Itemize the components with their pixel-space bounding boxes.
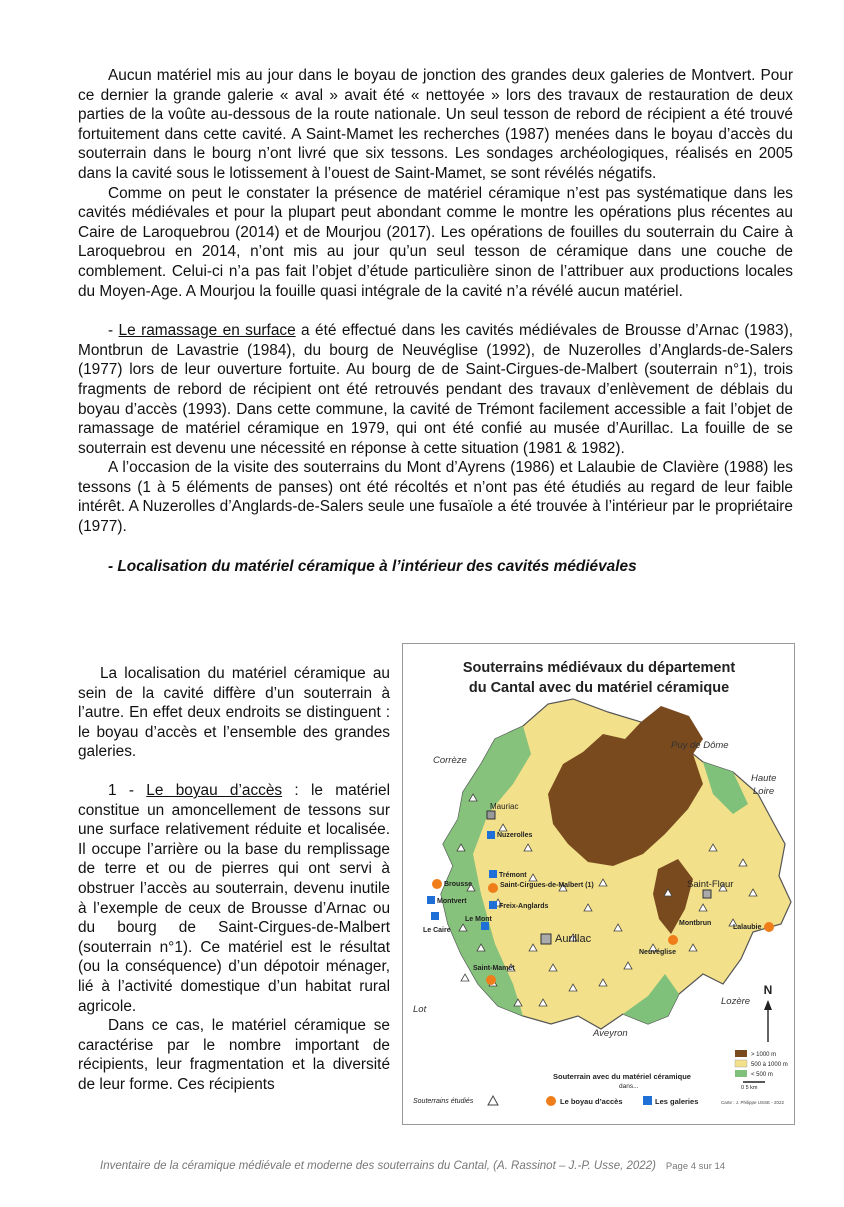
- paragraph-rest: a été effectué dans les cavités médiévales de Brousse d’Arnac (1983), Montbrun de Lavastrie (1984), du bourg de Neuvéglise (1992), de Nuzerolles d’Anglards-de-Salers (1977) lors de leur ouverture fortuite. Au bourg de de Saint-Cirgues-de-Malbert (souterrain n°1), trois fragments de rebord de récipient ont été retrouvés pendant des travaux d’enlèvement de déblais du boyau d’accès (1993). Dans cette commune, la cavité de Trémont facilement accessible a fait l’objet de ramassage de matériel céramique en 1979, qui ont été confié au musée d’Aurillac. La fouille de se souterrain est devenu une nécessité en réponse à cette situation (1981 & 1982).: [78, 322, 793, 457]
- paragraph: Dans ce cas, le matériel céramique se caractérise par le nombre important de récipients, leur fragmentation et la diversité de leur forme. Ces récipients: [78, 1017, 390, 1093]
- galeries-marker: [489, 901, 497, 909]
- town-marker: [703, 890, 711, 898]
- legend-subtitle: dans...: [619, 1083, 639, 1090]
- galeries-marker: [487, 831, 495, 839]
- paragraph: A l’occasion de la visite des souterrains du Mont d’Ayrens (1986) et Lalaubie de Clavière (1988) les tessons (1 à 5 éléments de panses) ont été récoltés et n’ont pas été étudiés au regard de leur faible intérêt. A Nuzerolles d’Anglards-de-Salers seule une fusaïole a été trouvée à l’intérieur par le propriétaire (1977).: [78, 459, 793, 536]
- region-label: Lozère: [721, 996, 751, 1007]
- legend-label: < 500 m: [751, 1072, 773, 1078]
- map-title-line2: du Cantal avec du matériel céramique: [468, 680, 730, 696]
- region-label: Loire: [753, 786, 775, 797]
- legend-label: 500 à 1000 m: [751, 1062, 788, 1068]
- body-text-left: [78, 664, 390, 1094]
- legend-swatch-high: [735, 1050, 747, 1057]
- paragraph: [78, 321, 793, 458]
- boyau-marker: [486, 975, 496, 985]
- map-credit: Carte : J. Philippe USSE - 2022: [721, 1100, 785, 1105]
- legend-title: Souterrain avec du matériel céramique: [553, 1072, 691, 1081]
- region-label: Aveyron: [593, 1028, 628, 1039]
- site-label: Brousse: [444, 881, 473, 888]
- cantal-map-figure: [402, 643, 795, 1125]
- legend-swatch-mid: [735, 1060, 747, 1067]
- region-label: Puy de Dôme: [671, 740, 729, 751]
- section-subheading: - Localisation du matériel céramique à l’intérieur des cavités médiévales: [108, 557, 637, 575]
- body-text-top: [78, 66, 793, 577]
- region-label: Lot: [413, 1004, 427, 1015]
- paragraph: [78, 781, 390, 1016]
- boyau-marker: [488, 883, 498, 893]
- galeries-marker: [481, 922, 489, 930]
- scale-label: 0 5 km: [741, 1085, 758, 1091]
- town-label: Mauriac: [490, 802, 519, 811]
- town-marker: [487, 811, 495, 819]
- underlined-term: Le ramassage en surface: [118, 322, 296, 340]
- footer-text: Inventaire de la céramique médiévale et moderne des souterrains du Cantal, (A. Rassinot – J.-P. Usse, 2022): [100, 1160, 656, 1172]
- site-label: Neuvéglise: [639, 949, 676, 956]
- legend-swatch-low: [735, 1070, 747, 1077]
- paragraph: La localisation du matériel céramique au sein de la cavité diffère d’un souterrain à l’autre. En effet deux endroits se distinguent : le boyau d’accès et l’ensemble des grandes galeries.: [78, 665, 390, 761]
- paragraph: Comme on peut le constater la présence de matériel céramique n’est pas systématique dans les cavités médiévales et pour la plupart peut abondant comme le montre les opérations plus récentes au Caire de Laroquebrou (2014) et de Mourjou (2017). Les opérations de fouilles du souterrain du Caire à Laroquebrou en 2014, n’ont mis au jour qu’un seul tesson de céramique dans une couche de comblement. Celui-ci n’a pas fait l’objet d’étude particulière sinon de l’attribuer aux productions locales du Moyen-Age. A Mourjou la fouille quasi intégrale de la cavité n’a révélé aucun matériel.: [78, 184, 793, 300]
- list-number: 1 -: [108, 781, 147, 799]
- legend-triangle-icon: [488, 1096, 498, 1105]
- legend-circle-icon: [546, 1096, 556, 1106]
- galeries-marker: [427, 896, 435, 904]
- legend-label: Les galeries: [655, 1097, 699, 1106]
- site-label: Le Caire: [423, 927, 451, 934]
- map-svg: [403, 644, 794, 1124]
- boyau-marker: [764, 922, 774, 932]
- galeries-marker: [431, 912, 439, 920]
- legend-square-icon: [643, 1096, 652, 1105]
- site-label: Saint-Mamet: [473, 965, 515, 972]
- town-label: Saint-Flour: [687, 879, 734, 890]
- region-label: Haute: [751, 773, 777, 784]
- site-label: Saint-Cirgues-de-Malbert (1): [500, 882, 594, 889]
- paragraph: Aucun matériel mis au jour dans le boyau de jonction des grandes deux galeries de Montvert. Pour ce dernier la grande galerie « aval » avait été « nettoyée » lors des travaux de restauration de deux parties de la voûte au-dessous de la route nationale. Un seul tesson de rebord de récipient a été trouvé fortuitement dans cette cavité. A Saint-Mamet les recherches (1987) menées dans le boyau d’accès du souterrain dans le bourg n’ont livré que six tessons. Les sondages archéologiques, réalisés en 2005 dans la cavité sous le lotissement à l’ouest de Saint-Mamet, se sont révélés négatifs.: [78, 67, 793, 182]
- region-label: Corrèze: [433, 755, 467, 766]
- boyau-marker: [668, 935, 678, 945]
- boyau-marker: [432, 879, 442, 889]
- page-footer: [100, 1160, 794, 1172]
- town-marker: [541, 934, 551, 944]
- site-label: Montbrun: [679, 920, 712, 927]
- site-label: Le Mont: [465, 916, 492, 923]
- paragraph-rest: : le matériel constitue un amoncellement de tessons sur une surface relativement réduite et localisée. Il occupe l’arrière ou la base du remplissage de terre et ou de pierres qui ont servi à obstruer l’accès au souterrain, devenu inutile à l’exemple de ceux de Brousse d’Arnac ou du bourg de Saint-Cirgues-de-Malbert (souterrain n°1). Ce matériel est le résultat (ou la conséquence) d’un dépotoir ménager, lié à l’activité domestique d’un habitat rural agricole.: [78, 781, 390, 1015]
- underlined-term: Le boyau d’accès: [146, 781, 283, 799]
- site-label: Lalaubie: [733, 924, 762, 931]
- site-label: Freix-Anglards: [499, 903, 549, 910]
- list-dash: -: [108, 322, 119, 340]
- site-label: Montvert: [437, 898, 467, 905]
- north-label: N: [763, 983, 773, 997]
- galeries-marker: [489, 870, 497, 878]
- site-label: Nuzerolles: [497, 832, 533, 839]
- legend-label: Souterrains étudiés: [413, 1098, 474, 1105]
- map-title-line1: Souterrains médiévaux du département: [462, 660, 736, 676]
- site-label: Trémont: [499, 872, 527, 879]
- page-number: Page 4 sur 14: [665, 1161, 726, 1172]
- town-label: Aurillac: [555, 933, 592, 945]
- legend-label: Le boyau d’accès: [560, 1097, 623, 1106]
- legend-label: > 1000 m: [751, 1052, 777, 1058]
